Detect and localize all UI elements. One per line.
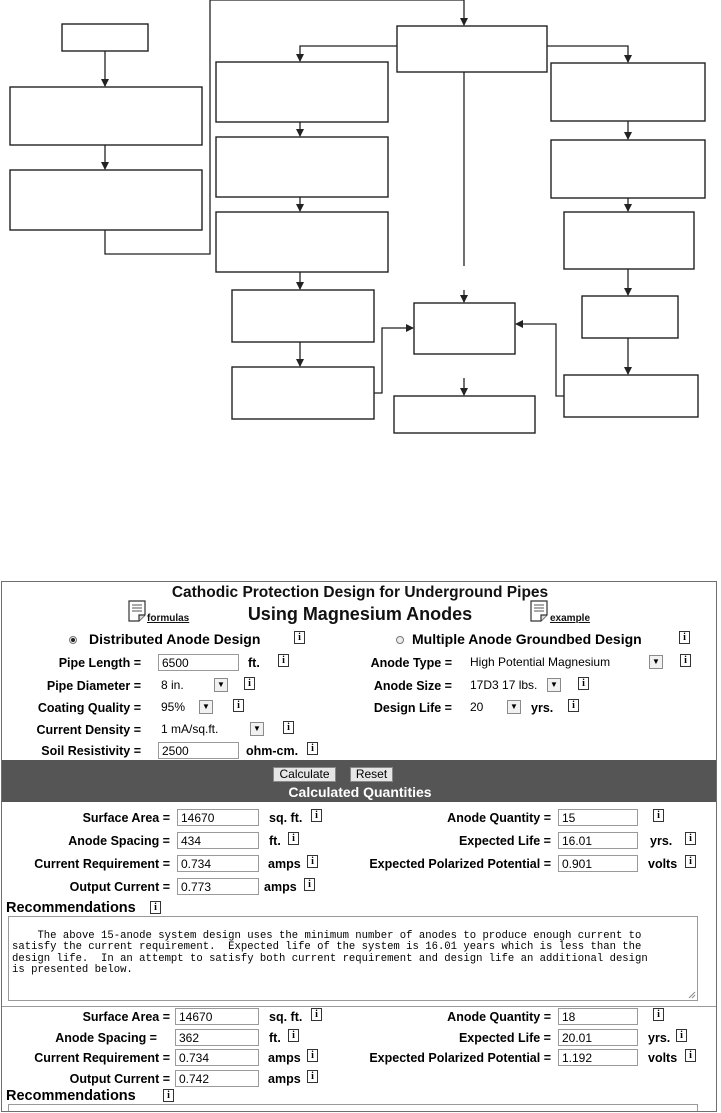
polarized-potential-output[interactable] <box>558 1049 638 1066</box>
polarized-potential-unit: volts <box>648 857 678 871</box>
expected-life-unit: yrs. <box>650 834 673 848</box>
anode-size-select[interactable] <box>467 677 564 694</box>
multiple-anode-radio[interactable] <box>396 636 404 644</box>
pipe-diameter-label: Pipe Diameter = <box>46 679 141 693</box>
info-icon[interactable]: i <box>307 742 318 755</box>
distributed-anode-radio[interactable] <box>69 636 77 644</box>
flowchart-box-right-1 <box>551 63 705 121</box>
design-life-label: Design Life = <box>373 701 452 715</box>
polarized-potential-unit: volts <box>648 1051 678 1065</box>
current-requirement-output[interactable] <box>175 1049 259 1066</box>
chevron-down-icon[interactable]: ▼ <box>649 655 663 669</box>
design-life-value: 20 <box>470 700 484 714</box>
design-life-unit: yrs. <box>531 701 554 715</box>
current-density-select[interactable] <box>158 721 268 738</box>
polarized-potential-label: Expected Polarized Potential = <box>369 1051 551 1065</box>
anode-spacing-output[interactable] <box>175 1029 259 1046</box>
surface-area-unit: sq. ft. <box>269 811 303 825</box>
section-divider <box>2 1006 717 1007</box>
info-icon[interactable]: i <box>233 699 244 712</box>
recommendations-textarea[interactable] <box>8 916 698 1001</box>
document-icon[interactable] <box>530 600 548 622</box>
chevron-down-icon[interactable]: ▼ <box>214 678 228 692</box>
current-requirement-output[interactable] <box>177 855 259 872</box>
anode-type-label: Anode Type = <box>370 656 452 670</box>
info-icon[interactable]: i <box>578 677 589 690</box>
reset-button[interactable]: Reset <box>350 767 393 782</box>
output-current-label: Output Current = <box>69 880 170 894</box>
output-current-output[interactable] <box>175 1070 259 1087</box>
pipe-diameter-value: 8 in. <box>161 678 184 692</box>
flowchart-box-right-5 <box>564 375 698 417</box>
info-icon[interactable]: i <box>653 1008 664 1021</box>
info-icon[interactable]: i <box>653 809 664 822</box>
recommendations-heading: Recommendations <box>6 900 136 916</box>
info-icon[interactable]: i <box>311 1008 322 1021</box>
info-icon[interactable]: i <box>307 1070 318 1083</box>
current-requirement-unit: amps <box>268 1051 301 1065</box>
surface-area-label: Surface Area = <box>82 811 170 825</box>
anode-size-label: Anode Size = <box>373 679 452 693</box>
flowchart-arrow <box>374 328 413 393</box>
chevron-down-icon[interactable]: ▼ <box>547 678 561 692</box>
output-current-unit: amps <box>264 880 297 894</box>
flowchart-box-left-3 <box>10 170 202 230</box>
flowchart-box-center-top <box>397 26 547 72</box>
soil-resistivity-unit: ohm-cm. <box>246 744 299 758</box>
polarized-potential-output[interactable] <box>558 855 638 872</box>
anode-spacing-label: Anode Spacing = <box>68 834 170 848</box>
info-icon[interactable]: i <box>679 631 690 644</box>
flowchart-diagram <box>0 0 721 440</box>
surface-area-output[interactable] <box>175 1008 259 1025</box>
flowchart-box-center-merge <box>414 303 515 354</box>
anode-quantity-output[interactable] <box>558 1008 638 1025</box>
flowchart-box-mid-4 <box>232 290 374 342</box>
current-requirement-label: Current Requirement = <box>34 857 170 871</box>
coating-quality-label: Coating Quality = <box>37 701 141 715</box>
calculator-panel <box>1 581 717 1112</box>
flowchart-box-start <box>62 24 148 51</box>
coating-quality-value: 95% <box>161 700 186 714</box>
info-icon[interactable]: i <box>568 699 579 712</box>
info-icon[interactable]: i <box>304 878 315 891</box>
expected-life-unit: yrs. <box>648 1031 671 1045</box>
anode-size-value: 17D3 17 lbs. <box>470 678 538 692</box>
current-density-value: 1 mA/sq.ft. <box>161 722 219 736</box>
chevron-down-icon[interactable]: ▼ <box>507 700 521 714</box>
soil-resistivity-label: Soil Resistivity = <box>41 744 141 758</box>
flowchart-box-end <box>394 396 535 433</box>
info-icon[interactable]: i <box>294 631 305 644</box>
multiple-anode-label: Multiple Anode Groundbed Design <box>412 631 642 647</box>
calculate-button[interactable]: Calculate <box>273 767 336 782</box>
anode-spacing-label: Anode Spacing = <box>55 1031 157 1045</box>
coating-quality-select[interactable] <box>158 699 218 716</box>
info-icon[interactable]: i <box>150 901 161 914</box>
expected-life-output[interactable] <box>558 1029 638 1046</box>
flowchart-box-mid-3 <box>216 212 388 272</box>
anode-quantity-label: Anode Quantity = <box>447 811 551 825</box>
page-subtitle: Using Magnesium Anodes <box>247 604 473 624</box>
distributed-anode-label: Distributed Anode Design <box>89 631 261 647</box>
output-current-label: Output Current = <box>69 1072 170 1086</box>
info-icon[interactable]: i <box>311 809 322 822</box>
anode-spacing-unit: ft. <box>269 1031 281 1045</box>
flowchart-box-right-3 <box>564 212 694 269</box>
current-requirement-unit: amps <box>268 857 301 871</box>
formulas-link[interactable]: formulas <box>147 613 190 624</box>
polarized-potential-label: Expected Polarized Potential = <box>369 857 551 871</box>
page-title: Cathodic Protection Design for Underground Pipes <box>171 584 549 601</box>
surface-area-label: Surface Area = <box>82 1010 170 1024</box>
info-icon[interactable]: i <box>163 1089 174 1102</box>
pipe-length-label: Pipe Length = <box>58 656 141 670</box>
design-life-select[interactable] <box>467 699 523 716</box>
resize-handle-icon[interactable] <box>688 991 696 999</box>
flowchart-box-left-2 <box>10 87 202 145</box>
anode-quantity-label: Anode Quantity = <box>447 1010 551 1024</box>
example-link[interactable]: example <box>550 613 591 624</box>
info-icon[interactable]: i <box>244 677 255 690</box>
expected-life-output[interactable] <box>558 832 638 849</box>
pipe-length-input[interactable] <box>158 654 239 671</box>
flowchart-box-mid-1 <box>216 62 388 122</box>
info-icon[interactable]: i <box>307 855 318 868</box>
expected-life-label: Expected Life = <box>458 834 551 848</box>
info-icon[interactable]: i <box>288 1029 299 1042</box>
info-icon[interactable]: i <box>278 654 289 667</box>
surface-area-unit: sq. ft. <box>269 1010 303 1024</box>
chevron-down-icon[interactable]: ▼ <box>199 700 213 714</box>
calculated-quantities-heading: Calculated Quantities <box>288 784 432 800</box>
info-icon[interactable]: i <box>685 832 696 845</box>
soil-resistivity-input[interactable] <box>158 742 239 759</box>
flowchart-box-right-4 <box>582 296 678 338</box>
output-current-unit: amps <box>268 1072 301 1086</box>
chevron-down-icon[interactable]: ▼ <box>250 722 264 736</box>
flowchart-box-right-2 <box>551 140 705 198</box>
anode-type-select[interactable] <box>467 654 667 671</box>
info-icon[interactable]: i <box>288 832 299 845</box>
anode-spacing-unit: ft. <box>269 834 281 848</box>
pipe-diameter-select[interactable] <box>158 677 232 694</box>
info-icon[interactable]: i <box>283 721 294 734</box>
anode-quantity-output[interactable] <box>558 809 638 826</box>
expected-life-label: Expected Life = <box>458 1031 551 1045</box>
info-icon[interactable]: i <box>685 855 696 868</box>
current-density-label: Current Density = <box>36 723 141 737</box>
info-icon[interactable]: i <box>680 654 691 667</box>
surface-area-output[interactable] <box>177 809 259 826</box>
recommendations-heading: Recommendations <box>6 1088 136 1104</box>
current-requirement-label: Current Requirement = <box>34 1051 170 1065</box>
flowchart-arrow <box>516 324 564 396</box>
anode-type-value: High Potential Magnesium <box>470 655 611 669</box>
info-icon[interactable]: i <box>307 1049 318 1062</box>
flowchart-arrow <box>547 46 628 62</box>
document-icon[interactable] <box>128 600 146 622</box>
recommendations-text: The above 15-anode system design uses the minimum number of anodes to produce enough current to satisfy the current requirement. Expected life of the system is 16.01 years which is less than the design life. In an attempt to satisfy both current requirement and design life an additional design is presented below. <box>12 929 648 976</box>
output-current-output[interactable] <box>177 878 259 895</box>
recommendations-textarea[interactable] <box>8 1104 698 1112</box>
flowchart-box-mid-5 <box>232 367 374 419</box>
info-icon[interactable]: i <box>676 1029 687 1042</box>
anode-spacing-output[interactable] <box>177 832 259 849</box>
pipe-length-unit: ft. <box>248 656 260 670</box>
flowchart-box-mid-2 <box>216 137 388 197</box>
flowchart-arrow <box>300 46 397 61</box>
info-icon[interactable]: i <box>685 1049 696 1062</box>
